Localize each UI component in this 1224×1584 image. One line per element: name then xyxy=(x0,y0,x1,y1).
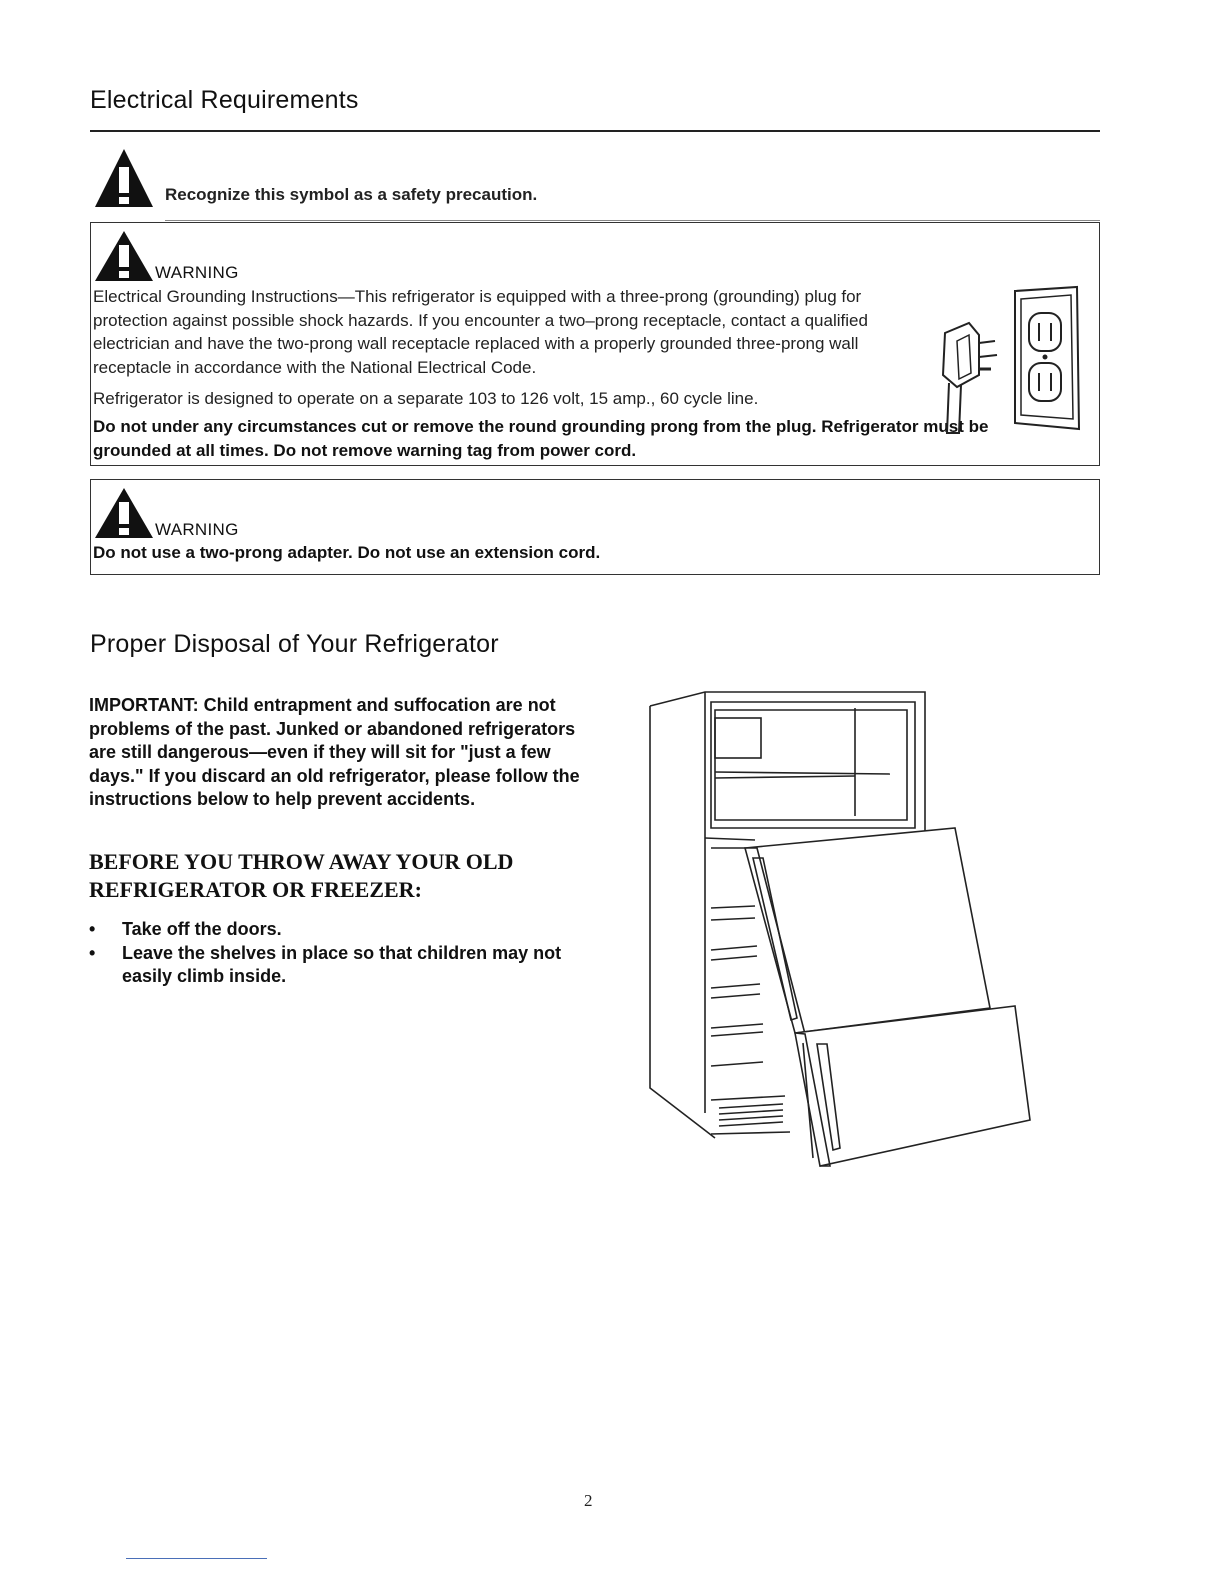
disposal-steps-list xyxy=(89,918,609,989)
grounding-instructions: Electrical Grounding Instructions—This refrigerator is equipped with a three-prong (grounding) plug for protection against possible shock hazards. If you encounter a two–prong receptacle, contact a qualified electrician and have the two-prong wall receptacle replaced with a properly grounded three-prong wall receptacle in accordance with the National Electrical Code. xyxy=(93,287,868,377)
symbol-divider xyxy=(165,220,1100,221)
safety-symbol-text: Recognize this symbol as a safety precaution. xyxy=(165,185,538,204)
warning-triangle-icon xyxy=(93,229,155,283)
before-disposal-heading: BEFORE YOU THROW AWAY YOUR OLD REFRIGERATOR OR FREEZER: xyxy=(89,849,514,902)
warning-header xyxy=(93,486,393,538)
adapter-warning-text: Do not use a two-prong adapter. Do not use an extension cord. xyxy=(93,543,601,562)
section-title-disposal: Proper Disposal of Your Refrigerator xyxy=(90,630,499,658)
refrigerator-doors-removed-illustration xyxy=(645,688,1040,1178)
warning-header xyxy=(93,229,393,281)
plug-receptacle-illustration xyxy=(935,283,1085,443)
footer-line xyxy=(126,1558,267,1559)
page-number: 2 xyxy=(584,1491,593,1510)
title-divider xyxy=(90,130,1100,132)
list-item xyxy=(89,942,609,989)
bullet-icon: • xyxy=(89,919,96,939)
section-title-electrical: Electrical Requirements xyxy=(90,86,359,114)
warning-label: WARNING xyxy=(155,263,239,282)
voltage-requirement: Refrigerator is designed to operate on a separate 103 to 126 volt, 15 amp., 60 cycle line. xyxy=(93,389,759,408)
safety-symbol-note xyxy=(93,147,993,211)
bullet-icon: • xyxy=(89,942,96,963)
step-text: Leave the shelves in place so that children may not easily climb inside. xyxy=(122,942,562,986)
warning-triangle-icon xyxy=(93,486,155,540)
warning-label: WARNING xyxy=(155,520,239,539)
step-text: Take off the doors. xyxy=(122,919,282,939)
warning-triangle-icon xyxy=(93,147,155,209)
grounding-prong-warning: Do not under any circumstances cut or remove the round grounding prong from the plug. Refrigerator must be grounded at all times. Do not remove warning tag from power cord. xyxy=(93,417,989,460)
list-item xyxy=(89,918,609,942)
adapter-warning-box xyxy=(90,479,1100,575)
important-notice: IMPORTANT: Child entrapment and suffocation are not problems of the past. Junked or abandoned refrigerators are still dangerous—even if they will sit for "just a few days." If you discard an old refrigerator, please follow the instructions below to help prevent accidents. xyxy=(89,695,580,809)
